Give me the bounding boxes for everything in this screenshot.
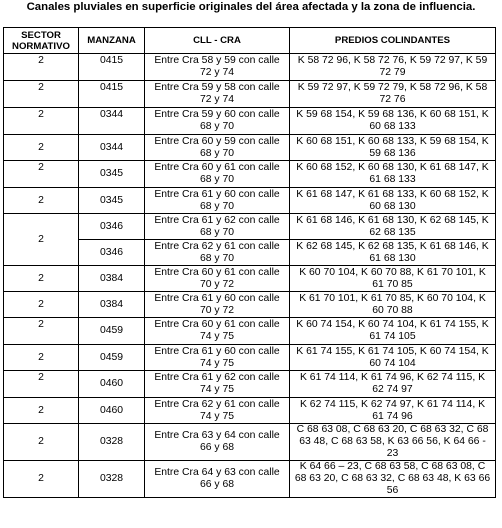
- cell-manzana: 0328: [79, 461, 145, 498]
- cell-cll-cra: Entre Cra 62 y 61 con calle 68 y 70: [145, 240, 290, 266]
- table-row: [4, 214, 496, 240]
- cell-predios: K 60 68 151, K 60 68 133, K 59 68 154, K 59 68 136: [290, 135, 496, 161]
- cell-cll-cra: Entre Cra 60 y 61 con calle 70 y 72: [145, 266, 290, 292]
- table-row: [4, 188, 496, 214]
- cell-sector: 2: [4, 461, 79, 498]
- cell-sector: 2: [4, 161, 79, 188]
- cell-sector: 2: [4, 81, 79, 108]
- cell-cll-cra: Entre Cra 58 y 59 con calle 72 y 74: [145, 54, 290, 81]
- cell-manzana: 0459: [79, 345, 145, 371]
- cell-manzana: 0328: [79, 424, 145, 461]
- cell-sector: 2: [4, 318, 79, 345]
- table-row: [4, 292, 496, 318]
- cell-predios: K 61 74 114, K 61 74 96, K 62 74 115, K 62 74 97: [290, 371, 496, 398]
- cell-manzana: 0344: [79, 108, 145, 135]
- cell-sector: 2: [4, 135, 79, 161]
- table-row: [4, 266, 496, 292]
- cell-predios: K 59 68 154, K 59 68 136, K 60 68 151, K 60 68 133: [290, 108, 496, 135]
- cell-sector: 2: [4, 424, 79, 461]
- cell-predios: K 60 68 152, K 60 68 130, K 61 68 147, K 61 68 133: [290, 161, 496, 188]
- cell-predios: K 64 66 – 23, C 68 63 58, C 68 63 08, C 68 63 20, C 68 63 32, C 68 63 48, K 63 66 56: [290, 461, 496, 498]
- cell-sector: 2: [4, 292, 79, 318]
- cell-cll-cra: Entre Cra 61 y 60 con calle 70 y 72: [145, 292, 290, 318]
- cell-manzana: 0415: [79, 81, 145, 108]
- cell-predios: K 61 68 146, K 61 68 130, K 62 68 145, K 62 68 135: [290, 214, 496, 240]
- cell-cll-cra: Entre Cra 60 y 61 con calle 68 y 70: [145, 161, 290, 188]
- cell-cll-cra: Entre Cra 64 y 63 con calle 66 y 68: [145, 461, 290, 498]
- cell-predios: K 62 68 145, K 62 68 135, K 61 68 146, K 61 68 130: [290, 240, 496, 266]
- cell-cll-cra: Entre Cra 59 y 58 con calle 72 y 74: [145, 81, 290, 108]
- cell-manzana: 0415: [79, 54, 145, 81]
- cell-predios: K 60 70 104, K 60 70 88, K 61 70 101, K 61 70 85: [290, 266, 496, 292]
- cell-sector: 2: [4, 188, 79, 214]
- cell-sector: 2: [4, 371, 79, 398]
- cell-manzana: 0460: [79, 371, 145, 398]
- cell-manzana: 0460: [79, 398, 145, 424]
- cell-predios: K 62 74 115, K 62 74 97, K 61 74 114, K 61 74 96: [290, 398, 496, 424]
- table-row: [4, 318, 496, 345]
- cell-manzana: 0346: [79, 214, 145, 240]
- table-row: [4, 135, 496, 161]
- cell-predios: C 68 63 08, C 68 63 20, C 68 63 32, C 68 63 48, C 68 63 58, K 63 66 56, K 64 66 - 23: [290, 424, 496, 461]
- table-row: [4, 108, 496, 135]
- cell-sector: 2: [4, 108, 79, 135]
- cell-manzana: 0345: [79, 161, 145, 188]
- cell-manzana: 0384: [79, 292, 145, 318]
- header-manzana: MANZANA: [79, 28, 145, 54]
- cell-cll-cra: Entre Cra 62 y 61 con calle 74 y 75: [145, 398, 290, 424]
- table-row: [4, 424, 496, 461]
- cell-sector: 2: [4, 266, 79, 292]
- cell-predios: K 61 70 101, K 61 70 85, K 60 70 104, K 60 70 88: [290, 292, 496, 318]
- cell-manzana: 0345: [79, 188, 145, 214]
- cell-sector: 2: [4, 398, 79, 424]
- table-row: [4, 461, 496, 498]
- cell-manzana: 0344: [79, 135, 145, 161]
- cell-manzana: 0384: [79, 266, 145, 292]
- cell-sector: 2: [4, 214, 79, 266]
- header-predios: PREDIOS COLINDANTES: [290, 28, 496, 54]
- cell-cll-cra: Entre Cra 60 y 59 con calle 68 y 70: [145, 135, 290, 161]
- cell-predios: K 61 68 147, K 61 68 133, K 60 68 152, K 60 68 130: [290, 188, 496, 214]
- cell-cll-cra: Entre Cra 61 y 60 con calle 68 y 70: [145, 188, 290, 214]
- canales-table: [3, 27, 496, 498]
- table-row: [4, 398, 496, 424]
- table-row: [4, 161, 496, 188]
- cell-cll-cra: Entre Cra 60 y 61 con calle 74 y 75: [145, 318, 290, 345]
- cell-cll-cra: Entre Cra 61 y 60 con calle 74 y 75: [145, 345, 290, 371]
- table-row: [4, 371, 496, 398]
- table-row: [4, 54, 496, 81]
- cell-manzana: 0346: [79, 240, 145, 266]
- document-title: Canales pluviales en superficie originales del área afectada y la zona de influencia.: [26, 1, 476, 13]
- cell-sector: 2: [4, 54, 79, 81]
- cell-cll-cra: Entre Cra 61 y 62 con calle 74 y 75: [145, 371, 290, 398]
- cell-cll-cra: Entre Cra 59 y 60 con calle 68 y 70: [145, 108, 290, 135]
- header-row: [4, 28, 496, 54]
- cell-cll-cra: Entre Cra 61 y 62 con calle 68 y 70: [145, 214, 290, 240]
- cell-cll-cra: Entre Cra 63 y 64 con calle 66 y 68: [145, 424, 290, 461]
- cell-sector: 2: [4, 345, 79, 371]
- cell-predios: K 61 74 155, K 61 74 105, K 60 74 154, K 60 74 104: [290, 345, 496, 371]
- header-sector: SECTOR NORMATIVO: [4, 28, 79, 54]
- table-row: [4, 345, 496, 371]
- table-row: [4, 81, 496, 108]
- cell-predios: K 59 72 97, K 59 72 79, K 58 72 96, K 58 72 76: [290, 81, 496, 108]
- cell-predios: K 60 74 154, K 60 74 104, K 61 74 155, K 61 74 105: [290, 318, 496, 345]
- cell-manzana: 0459: [79, 318, 145, 345]
- header-cll-cra: CLL - CRA: [145, 28, 290, 54]
- cell-predios: K 58 72 96, K 58 72 76, K 59 72 97, K 59 72 79: [290, 54, 496, 81]
